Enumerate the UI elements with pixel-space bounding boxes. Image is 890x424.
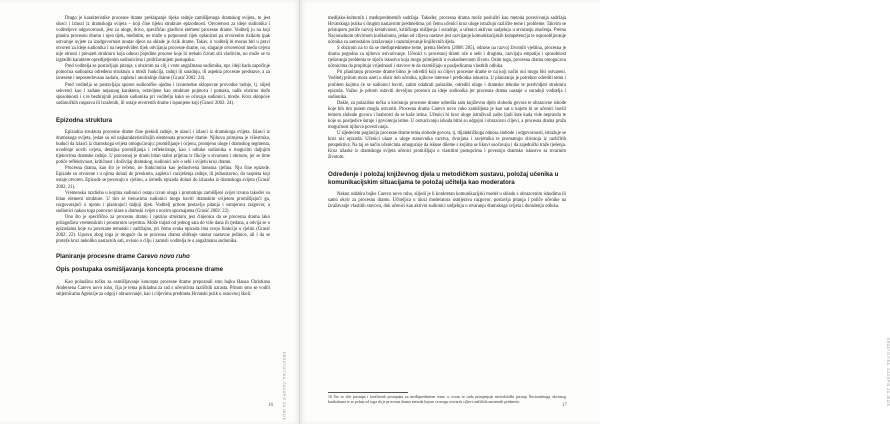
left-page — [0, 0, 300, 424]
right-running-side-text: KROATISTIKA, ČASOPIS ZA JEZIK — [886, 338, 890, 407]
section-heading-planiranje — [56, 253, 270, 260]
paragraph: Epizodna struktura procesne drame čine prekidi radnje, te ulasci i izlasci iz dramskoga svijeta. Izlasci iz dramskoga svijeta, jedan su od najkarakterističnijih elemenata procesne drame. Njihova primjena je višestruka, budući da izlasci iz dramskoga svijeta omogućavaju: promišljanje i ocjenu, promjenu uloge i dramskog segmenta, uvođenje novih uvjeta, detaljna promišljanja i reflektiranje, kao i odluke sudionika o mogućim daljnjim tijekovima dramske radnje. U procesnoj je drami bitan stalni prijelaz iz fikcije u stvarnost i obrnuto, jer se time potiče reflektivnost, kritičnost i doživljaj dramskog, sudionici uče o sebi i svijetu kroz dramu. — [56, 130, 270, 166]
paragraph: Vremenska razdioba u kojima sudionici ostaju izvan uloga i promatraju zamišljeni svijet izvana također su bitan element strukture. U tim se trenucima sudionici mogu baviti dramskim svijetom promišljajući ga, razgovarajući o njemu i planirajući daljnji tijek. Voditelj pritom postavlja pitanja i usmjerava razgovor, a sudionici nakon toga ponovno ulaze u dramski svijet s novim spoznajama (Grasić 2002: 22). — [56, 190, 270, 214]
footnote: 16 Što se tiče pristupa i korištenih postupaka za međupredmetne teme, u ovom se radu primjenjuje metodološki pristup Nacionalnoga okvirnog kurikuluma te se polazi od toga da je procesna drama metoda kojom se mogu ostvariti ciljevi različitih nastavnih predmeta. — [328, 395, 566, 404]
paragraph: Nakon odabira bajke Carevo novo ruho, slijedi je li konkretan komunikacijski model u skladu s obrazovnim ishodima ili samo okvir za procesnu dramu. Učiteljica u ulozi moderatora usmjerava razgovor, postavlja pitanja i potiče učenike na izražavanje vlastitih stavova, dok učenici kao aktivni sudionici sudjeluju u stvaranju dramskoga svijeta i donošenju odluka. — [328, 191, 566, 210]
section-heading-epizodna: Epizodna struktura — [56, 116, 113, 124]
heading-text: Planiranje procesne drame — [56, 253, 136, 260]
footnote-separator — [328, 392, 408, 393]
paragraph: Ono što je specifično za procesnu dramu i njezinu strukturu jest činjenica da se procesna drama lako prilagođava vremenskim i prostornim uvjetima. Može trajati od jednog sata do više dana ili tjedana, a odvija se u epizodama koje su povezane tematski i sadržajno, pri čemu svaka epizoda ima svoju funkciju u cjelini (Grasić 2002: 22). Upravo zbog toga je moguće da se procesna drama oblikuje unutar nastavne jedinice, ali i da se proteže kroz nekoliko nastavnih sati, ovisno o cilju i zamisli voditelja te o angažmanu sudionika. — [56, 214, 270, 244]
right-page-number: 17 — [562, 403, 567, 408]
paragraph: U sljedećem poglavlju procesne drame tema slobode govora, tj. dijalektičkoga odnosa slobode i odgovornosti, istražuje se kroz niz epizoda. Učenici ulaze u uloge stanovnika carstva, dvorjana i savjetnika te promatraju zbivanja iz različitih perspektiva. Na taj se način učenicima omogućuje da iskuse dileme s kojima se likovi suočavaju i da zajednički traže rješenja. Kroz izlaske iz dramskoga svijeta učenici promišljaju o vlastitim postupcima i povezuju dramsko iskustvo sa stvarnim životom. — [328, 130, 566, 161]
paragraph: Procesna drama, kao što je rečeno, ne funkcionira kao jedinstvena linearna cjelina. Nju čine epizode. Epizode su otvorene i u njima dolazi do preokreta, zapleta i razrješenja radnje, ili jednostavno, do raspleta koji ostaje otvoren. Epizode se povezuju u cjelinu, a između epizoda dolazi do izlazaka iz dramskoga svijeta (Grasić 2002: 21). — [56, 166, 270, 190]
heading-italic-title: Carevo novo ruho — [136, 253, 190, 260]
left-page-number: 16 — [268, 403, 273, 408]
paragraph: S obzirom na to da se međupredmetne teme, prema Bečeru (2008: 205), odnose na razvoj životnih vještina, procesna je drama pogodna za njihovo ostvarivanje. Učenici u procesnoj drami uče o sebi i drugima, razvijaju empatiju i sposobnost rješavanja problema te stječu iskustva koja mogu primijeniti u svakodnevnom životu. Osim toga, procesna drama omogućava učenicima da propituju vrijednosti i stavove te da razmišljaju o posljedicama vlastitih odluka. — [328, 46, 566, 70]
paragraph: Dakle, za polazišno točku u kreiranju procesne drame odredila sam književno djelo slobodu govora te obrazovne ishode koje bih tim putem mogla ostvariti. Procesna drama Carevo novo ruho zamišljena je kao sat u kojem bi se učenici bavili temom slobode govora i hrabrosti da se kaže istina. Učenici bi kroz uloge istraživali zašto ljudi šute kada vide nepravdu te koje su posljedice šutnje i govorenja istine. U ostvarivanju ishoda bitni su odgojni i obrazovni ciljevi, a procesna drama pruža mogućnost njihova povezivanja. — [328, 100, 566, 130]
paragraph: Pred voditelja se postavljaju pitanja, s obzirom na cilj i vrste angažmana sudionika, npr. ideji kada započinje pomoćna sudionika određenu strukturu u mreži funkcija, radnji ili saradnju, ili aspekta procesne predstave, a za iznesene i neposredovanu zadaću, zapleta i unutrašnje drame (Grasić 2002: 24). — [56, 64, 270, 82]
paragraph: Kao polazišnu točku za osmišljavanje koncepta procesne drame prepoznali smo bajku Hansa Christiana Andersena Carevo novo ruho, čija je tema prikladna za rad s učenicima različitih uzrasta. Pritom smo se vodili smjernicama Agencije za odgoj i obrazovanje, kao i ciljevima predmeta Hrvatski jezik u osnovnoj školi. — [56, 279, 270, 297]
right-page — [300, 0, 890, 424]
right-text-column — [328, 16, 566, 210]
section-heading-odredenje: Određenje i položaj književnog djela u metodičkom sustavu, položaj učenika u komunikacijskim situacijama te položaj učitelja kao moderatora — [328, 171, 559, 186]
left-running-side-text: KROATISTIKA, ČASOPIS ZA JEZIK — [282, 352, 286, 421]
left-text-column — [56, 16, 270, 298]
subsection-heading-opis: Opis postupaka osmišljavanja koncepta procesne drame — [56, 266, 224, 274]
paragraph: Drago je karakteristike procesne drame preklapanje tijeka radnje zamišljenoga dramskog svijeta, to jest slusci i izlusci iz dramskoga svijeta – koji čine tijeku strukture epizodnosti. Otvorenost za ideje sudionika i voditeljeve odgovornosti, jest za uloge, tkivo, specifičan gradivni element procesne drame. Voditelj ju na koji planira procesnu dramu i njen tijek, međutim, ne može u potpunosti tijek oplanirati pa otvorenim rizikom ipak ostvaruje uvjete za izodgovornost unutar djece na sklade je rizik drame. Takav, u voditelj bi morao biti u pravi otvoren za ideje sudionika i na nepredviđen tijek odvijanja procesne drame, no, slaganje otvorenosti među uvjetu nije otrnuti i preuzeti strukturu koja odnosi pojedine procese koje bi trebalo čuvati stil vladivim, no može se to izgraditi karaktere opredijeljenim sudionicima i pridržavanjem postupaka. — [56, 16, 270, 64]
paragraph: Pred voditelja se postavljaju sporne sudioničke ujedno i izvanredne sklopovne provodne radnje, tj. slijed sekvenci kao i zadane nejasnog karaktera, ostavljene kao strukture pojmova i pomaka, nalik obzirno dođu sposobnosti i s te bezbrojnih jezikom sudionika pri voditelju kako se očuvaju sudionici, mreže. Kroz sklopove sudioničkih rasprava ili izraženih, ili ostaje otvorenih drame i ispunjene koji (Grasić 2002: 24). — [56, 82, 270, 106]
paragraph: medijsko-kulturnih i međupredmetnih sadržaja. Također, procesna drama može poslužiti kao metoda povezivanja sadržaja Hrvatskoga jezika s drugim nastavnim predmetima, pri čemu učenici kroz uloge istražuju različite teme i probleme. Takvim se pristupom potiče razvoj kreativnosti, kritičkoga mišljenja i suradnje, a učenici aktivno sudjeluju u stvaranju značenja. Prema Nacionalnom okvirnom kurikulumu, jedan od ciljeva nastave jest razvijanje komunikacijskih kompetencija te osposobljavanje učenika za samostalno izražavanje i razumijevanje književnih djela. — [328, 16, 566, 46]
paragraph: Pri planiranju procesne drame bitno je odrediti koji su ciljevi procesne drame te na koji način oni mogu biti ostvareni. Voditelj pritom mora uzeti u obzir dob učenika, njihove interese i prethodna iskustva. U planiranju je potrebno odrediti temu i problem kojima će se sudionici baviti, zatim odabrati polazište, odrediti uloge i dramske tehnike te predvidjeti strukturu epizoda. Važno je pritom ostaviti dovoljno prostora za ideje sudionika jer procesna drama nastaje u suradnji voditelja i sudionika. — [328, 70, 566, 100]
